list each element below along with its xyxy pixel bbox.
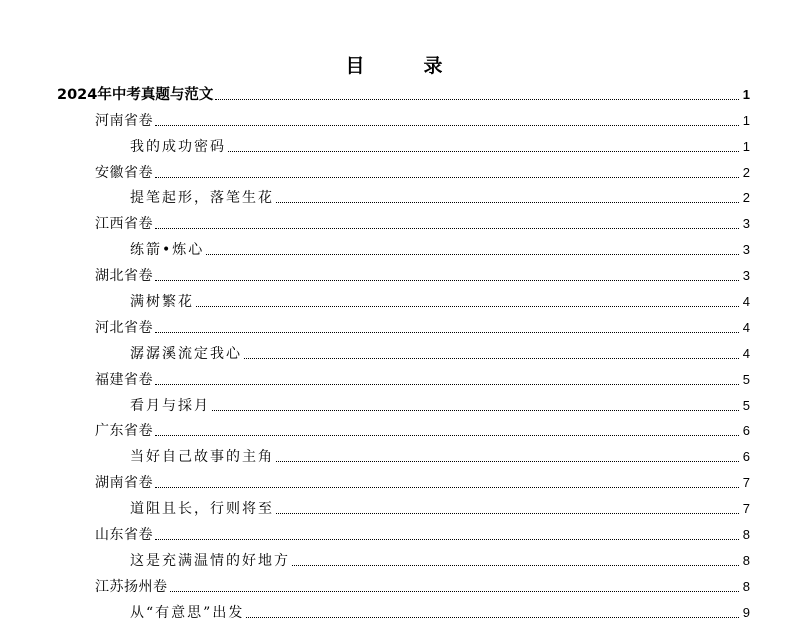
toc-entry-page-number: 9: [742, 604, 750, 620]
toc-entry-level-3[interactable]: [0, 547, 798, 573]
toc-entry-label: 湖北省卷: [95, 268, 153, 285]
toc-entry-content: [130, 242, 750, 258]
toc-entry-level-3[interactable]: [0, 392, 798, 418]
dot-leader: [215, 98, 739, 100]
dot-leader: [276, 460, 739, 462]
toc-title: 目 录: [345, 55, 463, 77]
toc-entry-content: [95, 372, 750, 388]
toc-entry-level-2[interactable]: [0, 573, 798, 599]
toc-entry-label: 从“有意思”出发: [130, 604, 245, 621]
toc-entry-page-number: 5: [742, 371, 750, 387]
toc-entry-level-2[interactable]: [0, 469, 798, 495]
dot-leader: [276, 201, 739, 203]
dot-leader: [206, 253, 739, 255]
dot-leader: [155, 383, 739, 385]
toc-entry-level-3[interactable]: [0, 133, 798, 159]
toc-entry-page-number: 4: [742, 319, 750, 335]
dot-leader: [292, 564, 739, 566]
toc-entry-page-number: 1: [742, 138, 750, 154]
dot-leader: [276, 512, 739, 514]
toc-entry-label: 江西省卷: [95, 216, 153, 233]
toc-entry-label: 安徽省卷: [95, 164, 153, 181]
toc-entry-label: 江苏扬州卷: [95, 578, 168, 595]
toc-entry-page-number: 6: [742, 423, 750, 439]
toc-entry-level-1[interactable]: [0, 81, 798, 107]
dot-leader: [155, 279, 739, 281]
toc-entry-content: [95, 113, 750, 129]
toc-entry-label: 广东省卷: [95, 423, 153, 440]
dot-leader: [196, 305, 739, 307]
toc-entry-page-number: 3: [742, 268, 750, 284]
toc-entry-page-number: 4: [742, 294, 750, 310]
toc-entry-level-2[interactable]: [0, 418, 798, 444]
toc-entry-level-3[interactable]: [0, 288, 798, 314]
toc-entry-content: [130, 139, 750, 155]
toc-entry-page-number: 7: [742, 475, 750, 491]
toc-entry-page-number: 8: [742, 552, 750, 568]
toc-entry-page-number: 1: [742, 86, 750, 102]
toc-entry-content: [95, 527, 750, 543]
toc-entry-label: 看月与採月: [130, 397, 210, 414]
toc-entry-content: [95, 165, 750, 181]
toc-entry-label: 道阻且长，行则将至: [130, 501, 274, 518]
toc-entry-level-2[interactable]: [0, 262, 798, 288]
toc-entry-level-2[interactable]: [0, 366, 798, 392]
toc-entry-level-2[interactable]: [0, 210, 798, 236]
toc-entry-content: [95, 320, 750, 336]
toc-entry-content: [130, 449, 750, 465]
dot-leader: [244, 357, 739, 359]
toc-entry-page-number: 5: [742, 397, 750, 413]
dot-leader: [155, 331, 739, 333]
toc-entry-level-3[interactable]: [0, 599, 798, 625]
toc-entry-page-number: 3: [742, 242, 750, 258]
toc-entry-page-number: 4: [742, 345, 750, 361]
dot-leader: [155, 227, 739, 229]
toc-entry-content: [130, 346, 750, 362]
toc-entry-level-3[interactable]: [0, 443, 798, 469]
toc-entry-label: 这是充满温情的好地方: [130, 552, 290, 569]
toc-entry-level-3[interactable]: [0, 236, 798, 262]
toc-list: [0, 81, 798, 625]
dot-leader: [155, 124, 739, 126]
toc-entry-page-number: 8: [742, 527, 750, 543]
toc-entry-page-number: 3: [742, 216, 750, 232]
toc-entry-level-2[interactable]: [0, 107, 798, 133]
dot-leader: [212, 409, 739, 411]
toc-entry-content: [130, 605, 750, 621]
dot-leader: [155, 176, 739, 178]
toc-entry-label: 河北省卷: [95, 319, 153, 336]
dot-leader: [155, 434, 739, 436]
toc-entry-content: [95, 216, 750, 232]
toc-entry-content: [95, 475, 750, 491]
toc-entry-content: [130, 553, 750, 569]
toc-entry-level-2[interactable]: [0, 159, 798, 185]
toc-entry-label: 河南省卷: [95, 112, 153, 129]
toc-entry-level-2[interactable]: [0, 314, 798, 340]
toc-entry-content: [130, 190, 750, 206]
toc-entry-page-number: 1: [742, 112, 750, 128]
toc-entry-label: 我的成功密码: [130, 138, 226, 155]
toc-entry-level-3[interactable]: [0, 495, 798, 521]
toc-entry-label: 2024年中考真题与范文: [57, 86, 214, 103]
toc-entry-label: 潺潺溪流定我心: [130, 345, 242, 362]
toc-entry-label: 福建省卷: [95, 371, 153, 388]
toc-entry-label: 提笔起形，落笔生花: [130, 190, 274, 207]
toc-entry-level-3[interactable]: [0, 185, 798, 211]
toc-entry-label: 当好自己故事的主角: [130, 449, 274, 466]
toc-entry-page-number: 7: [742, 501, 750, 517]
toc-entry-content: [130, 398, 750, 414]
toc-entry-content: [130, 294, 750, 310]
toc-entry-content: [95, 268, 750, 284]
dot-leader: [246, 616, 739, 618]
toc-entry-label: 山东省卷: [95, 527, 153, 544]
toc-entry-label: 练箭•炼心: [130, 242, 205, 259]
toc-entry-content: [130, 501, 750, 517]
dot-leader: [228, 150, 739, 152]
dot-leader: [155, 486, 739, 488]
toc-entry-level-3[interactable]: [0, 340, 798, 366]
toc-entry-page-number: 2: [742, 190, 750, 206]
toc-entry-page-number: 2: [742, 164, 750, 180]
dot-leader: [170, 590, 740, 592]
toc-entry-page-number: 8: [742, 578, 750, 594]
toc-entry-label: 满树繁花: [130, 294, 194, 311]
toc-entry-label: 湖南省卷: [95, 475, 153, 492]
toc-entry-content: [95, 579, 750, 595]
toc-entry-content: [95, 423, 750, 439]
dot-leader: [155, 538, 739, 540]
toc-entry-level-2[interactable]: [0, 521, 798, 547]
toc-entry-content: [57, 87, 750, 103]
toc-entry-page-number: 6: [742, 449, 750, 465]
